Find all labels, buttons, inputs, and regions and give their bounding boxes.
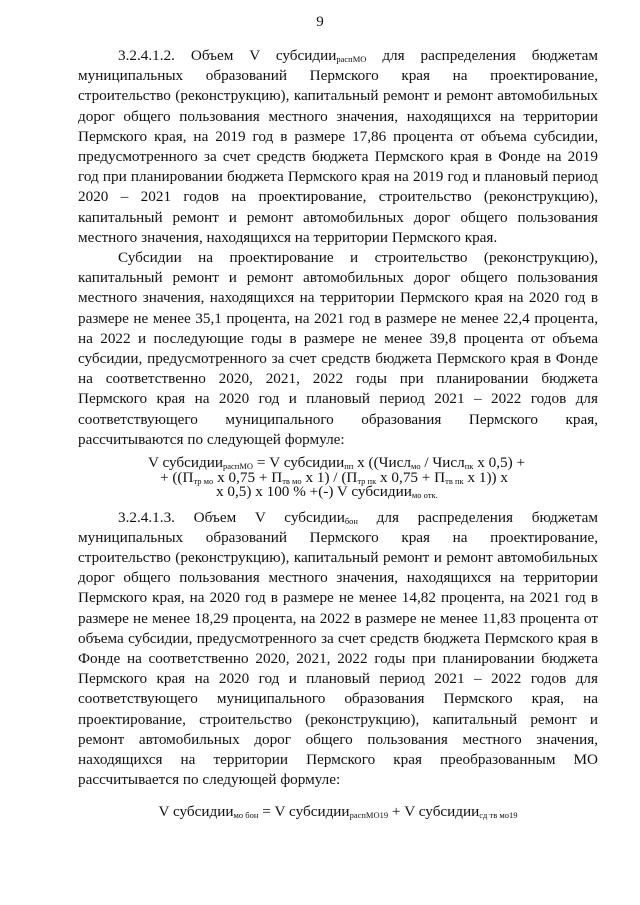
paragraph-heading: 3.2.4.1.2. Объем V субсидии <box>118 47 337 64</box>
subscript: мо бон <box>233 810 259 821</box>
formula-term: + V субсидии <box>388 803 480 821</box>
subscript: тв пк <box>445 475 464 486</box>
paragraph-text: для распределения бюджетам муниципальных образований Пермского края на проектирование, строительство (реконструкцию), капитальный ремонт и ремонт автомобильных дорог общего пользования местного значения, находящихся на территории Пермского края, на 2020 год в размере не менее 14,82 процента, на 2021 год в размере не менее 18,29 процента, на 2022 в размере не менее 11,83 процента от объема субсидии, предусмотренного за счет средств бюджета Пермского края в Фонде на соответственно 2020, 2021, 2022 годы при планировании бюджета Пермского края на 2020 год и плановый период 2021 – 2022 годов для соответствующего муниципального образования Пермского края, на проектирование, строительство (реконструкцию), капитальный ремонт и ремонт автомобильных дорог общего пользования местного значения, находящихся на территории Пермского края преобразованным МО рассчитывается по следующей формуле: <box>78 508 598 789</box>
subscript: распМО19 <box>349 810 389 821</box>
subscript: пп <box>344 461 354 472</box>
subscript: распМО <box>336 54 367 64</box>
formula-term: x 1) / (П <box>301 468 358 486</box>
subscript: пк <box>464 461 474 472</box>
subscript: тр мо <box>193 475 214 486</box>
subscript: мо <box>410 461 421 472</box>
formula-raspmo <box>78 456 598 500</box>
formula-term: = V субсидии <box>258 803 350 821</box>
paragraph-3-2-4-1-3 <box>78 508 598 791</box>
formula-term: x 1)) x <box>463 468 508 486</box>
formula-term: / Числ <box>420 454 465 472</box>
paragraph-text: для распределения бюджетам муниципальных образований Пермского края на проектирование, строительство (реконструкцию), капитальный ремонт и ремонт автомобильных дорог общего пользования местного значения, находящихся на территории Пермского края, на 2019 год в размере 17,86 процента от объема субсидии, предусмотренного за счет средств бюджета Пермского края в Фонде на 2019 год при планировании бюджета Пермского края на 2019 год и плановый период 2020 – 2021 годов на проектирование, строительство (реконструкцию), капитальный ремонт и ремонт автомобильных дорог общего пользования местного значения, находящихся на территории Пермского края. <box>78 47 598 246</box>
subscript: распМО <box>223 461 254 472</box>
formula-term: V субсидии <box>148 454 224 472</box>
paragraph-heading: 3.2.4.1.3. Объем V субсидии <box>118 508 345 526</box>
formula-term: x 0,5) + <box>473 454 526 472</box>
formula-term: = V субсидии <box>253 454 345 472</box>
paragraph-3-2-4-1-2 <box>78 46 598 248</box>
formula-term: x ((Числ <box>353 454 411 472</box>
subscript: мо отк. <box>411 490 438 501</box>
formula-term: V субсидии <box>158 803 234 821</box>
formula-term: x 0,75 + П <box>213 468 283 486</box>
paragraph-subsidies: Субсидии на проектирование и строительство (реконструкцию), капитальный ремонт и ремонт автомобильных дорог общего пользования местного значения, находящихся на территории Пермского края на 2020 год в размере не менее 35,1 процента, на 2021 год в размере не менее 22,4 процента, на 2022 и последующие годы в размере не менее 39,8 процента от объема субсидии, предусмотренного за счет средств бюджета Пермского края в Фонде на соответственно 2020, 2021, 2022 годы при планировании бюджета Пермского края на 2020 год и плановый период 2021 – 2022 годов для соответствующего муниципального образования Пермского края, рассчитываются по следующей формуле: <box>78 249 598 448</box>
formula-term: x 0,75 + П <box>376 468 446 486</box>
formula-line-3 <box>78 485 598 500</box>
formula-term: + ((П <box>160 468 194 486</box>
page-number: 9 <box>316 14 324 30</box>
formula-bon <box>78 802 598 822</box>
subscript: тр пк <box>357 475 377 486</box>
formula-term: x 0,5) x 100 % +(-) V субсидии <box>216 483 412 501</box>
subscript: бон <box>344 515 358 526</box>
subscript: тв мо <box>282 475 302 486</box>
subscript: сд тв мо19 <box>479 810 518 821</box>
document-body <box>78 46 598 823</box>
